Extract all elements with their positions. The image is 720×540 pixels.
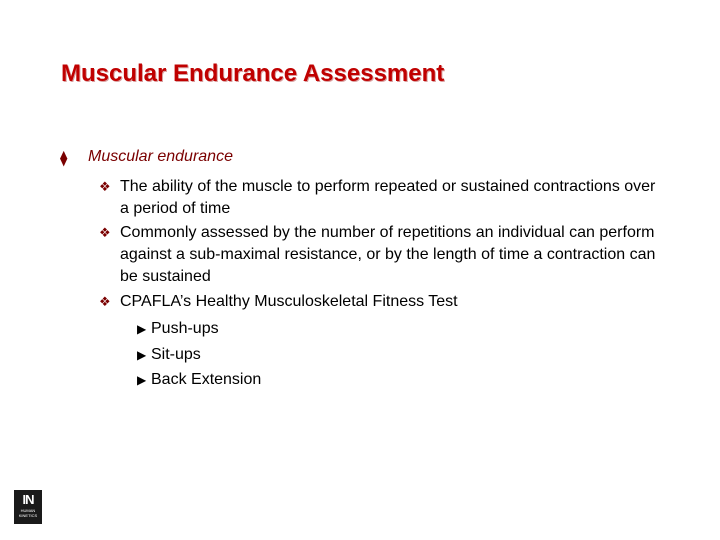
logo-text-line: HUMAN: [20, 508, 36, 513]
level2-bullet-text: Commonly assessed by the number of repetitions an individual can perform against a sub-maximal resistance, or by the length of time a contraction can be sustained: [120, 224, 656, 285]
logo-mark: IN: [22, 492, 34, 507]
slide-title: Muscular Endurance Assessment: [61, 60, 445, 87]
level2-bullet-text: CPAFLA’s Healthy Musculoskeletal Fitness Test: [120, 293, 458, 310]
diamond-bullet-icon: ⧫: [60, 150, 68, 167]
level3-bullet-text: Back Extension: [151, 371, 262, 388]
publisher-logo: [14, 490, 42, 524]
triangle-bullet-icon: ▶: [137, 322, 147, 336]
flower-bullet-icon: ❖: [99, 179, 111, 194]
triangle-bullet-icon: ▶: [137, 373, 147, 387]
logo-text-line: KINETICS: [18, 513, 38, 518]
level3-bullet-text: Push-ups: [151, 320, 219, 337]
flower-bullet-icon: ❖: [99, 294, 111, 309]
level2-bullet-text: The ability of the muscle to perform repeated or sustained contractions over a period of time: [120, 178, 656, 217]
level1-bullet-text: Muscular endurance: [88, 148, 233, 165]
triangle-bullet-icon: ▶: [137, 348, 147, 362]
flower-bullet-icon: ❖: [99, 225, 111, 240]
level3-bullet-text: Sit-ups: [151, 346, 201, 363]
